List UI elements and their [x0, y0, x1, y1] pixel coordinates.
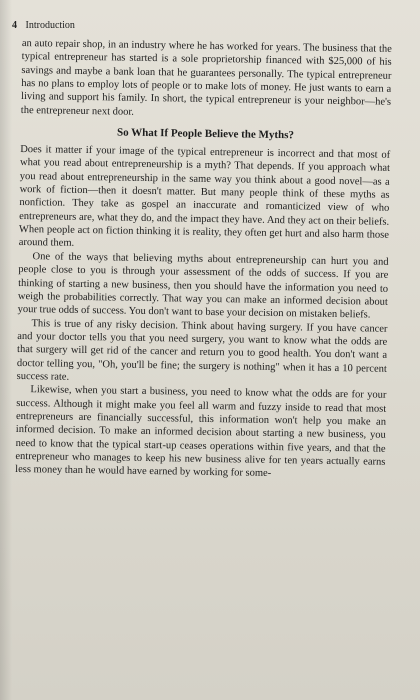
running-title: Introduction [25, 20, 75, 31]
paragraph: This is true of any risky decision. Think about having surgery. If you have cancer and your doctor tells you that you need surgery, you want to know what the odds are that surgery will get rid of the cancer and return you to good health. You don't want a doctor telling you, "Oh, you'll be fine; the surgery is nothing" when it has a 10 percent success rate. [16, 317, 388, 383]
paragraph: Likewise, when you start a business, you need to know what the odds are for your success. Although it might make you feel all warm and fuzzy inside to read that most entrepreneurs are financially successful, this information won't help you make an informed decision. To make an informed decision about starting a new business, you need to know that the typical start-up ceases operations within five years, and that the entrepreneur who manages to keep his new business alive for ten years actually earns less money than he would have earned by working for some- [15, 384, 387, 480]
paragraph: One of the ways that believing myths about entrepreneurship can hurt you and people close to you is through your assessment of the odds of success. If you are thinking of starting a new business, then you should have the information you need to weigh the probabilities correctly. That way you can make an informed decision about your true odds of success. You don't want to base your decision on mistaken beliefs. [17, 251, 389, 321]
section-heading: So What If People Believe the Myths? [116, 126, 295, 142]
page-number: 4 [12, 20, 17, 31]
running-header [12, 20, 75, 31]
page-gutter-shadow [0, 0, 12, 700]
paragraph: Does it matter if your image of the typical entrepreneur is incorrect and that most of what you read about entrepreneurship is a myth? That depends. If you approach what you read about entrepreneurship in the same way you think about a good novel—as a work of fiction—then it doesn't matter. But many people think of these myths as nonfiction. They take as gospel an inaccurate and romanticized view of who entrepreneurs are, what they do, and the impact they have. And they act on their beliefs. When people act on fiction thinking it is reality, they often get hurt and also harm those around them. [18, 144, 391, 250]
body-text [15, 37, 392, 482]
paragraph-continued: an auto repair shop, in an industry where he has worked for years. The business that the typical entrepreneur has started is a sole proprietorship financed with $25,000 of his savings and maybe a bank loan that he guarantees personally. The typical entrepreneur has no plans to employ lots of people or to make lots of money. He just wants to earn a living and support his family. In short, the typical entrepreneur is your neighbor—he's the entrepreneur next door. [20, 37, 392, 118]
